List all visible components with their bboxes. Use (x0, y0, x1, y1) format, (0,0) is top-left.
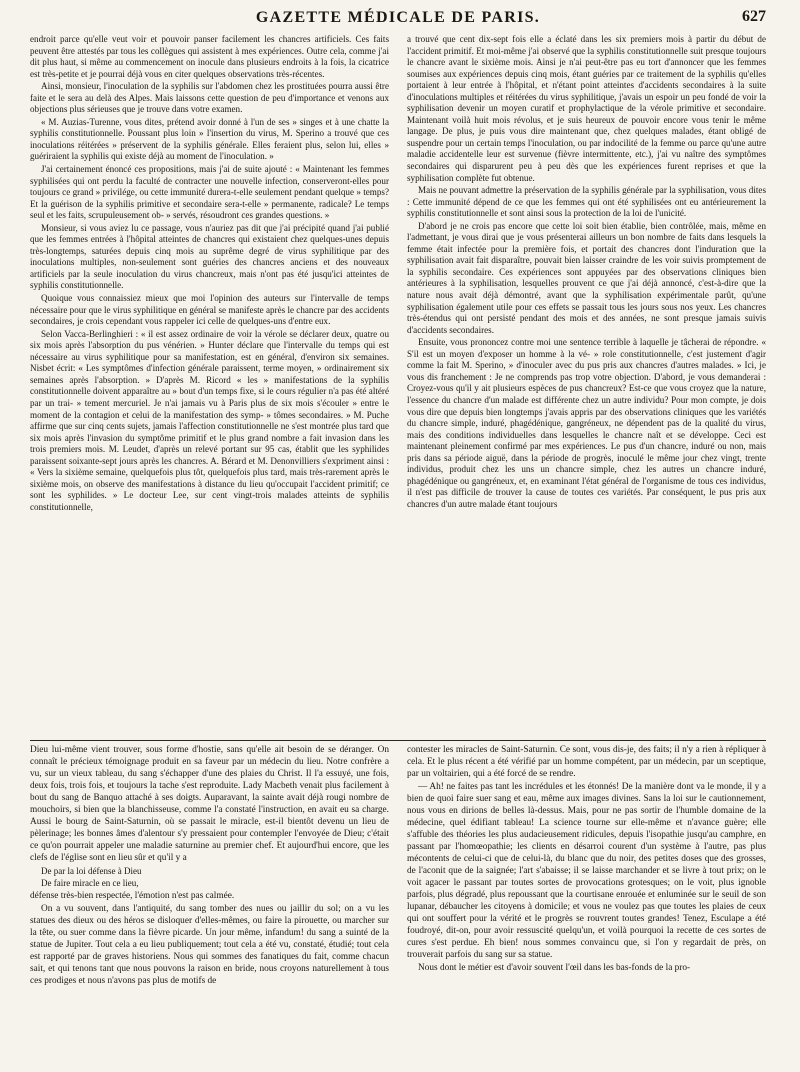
paragraph: On a vu souvent, dans l'antiquité, du sang tomber des nues ou jaillir du sol; on a vu les statues des dieux ou des héros se disloquer d'elles-mêmes, ou faire la pirouette, ou marcher sur la tête, ou suer comme dans la fièvre picarde. Un jour même, infandum! du sang a suinté de la statue de Jupiter. Tout cela a eu lieu publiquement; tout cela a été vu, constaté, étudié; tout cela est rapporté par de graves historiens. Nous qui sommes des fanatiques du fait, comme chacun sait, et qui tenons tant que nous pouvons la raison en bride, nous croyons naturellement à tous ces prodiges et nous n'avons pas plus de motifs de (30, 904, 389, 986)
paragraph: D'abord je ne crois pas encore que cette loi soit bien établie, bien contrôlée, mais, même en l'admettant, je vous dirai que je vous présenterai ailleurs un bon nombre de faits dans lesquels la femme était infectée pour la première fois, et portait des chancres dont l'induration que la syphilisation avait fait disparaître, pouvait bien laisser craindre de les voir suivis promptement de la syphilis secondaire. Ces expériences sont appuyées par des observations cliniques bien antérieures à la syphilisation, lesquelles prouvent ce que j'ai déjà annoncé, c'est-à-dire que la nature nous avait déjà démontré, avant que la syphilisation expérimentale parût, qu'une syphilisation également utile pour ces effets se passait tous les jours sous nos yeux. Les chancres très-étendus qui ont persisté pendant des mois et des années, ne sont presque jamais suivis d'accidents secondaires. (407, 220, 766, 335)
paragraph: défense très-bien respectée, l'émotion n'est pas calmée. (30, 891, 235, 902)
verse-line: De par la loi défense à Dieu (41, 865, 142, 876)
paragraph: Ensuite, vous prononcez contre moi une sentence terrible à laquelle je tâcherai de répondre. « S'il est un moyen d'exposer un homme à la vé- » role constitutionnelle, c'est justement d'agir comme la fait M. Sperino, » d'inoculer avec du pus pris aux chancres d'autres malades. » Ici, je vous dis franchement : Je ne comprends pas trop votre objection. D'abord, je vous demanderai : Croyez-vous qu'il y ait plusieurs espèces de pus chancreux? Est-ce que vous croyez que la nature, l'essence du chancre d'un malade est différente chez un autre individu? Pour mon compte, je dois vous dire que depuis bien longtemps j'avais appris par des observations cliniques que les variétés du chancre simple, induré, phagédénique, gangréneux, ne dépendent pas de la qualité du virus, mais des conditions individuelles dans lesquelles le chancre naît et se développe. Ceci est maintenant pleinement confirmé par mes expériences. Le pus d'un chancre, induré ou non, mais pris dans sa période aiguë, dans la période de progrès, inoculé le même jour chez vingt, trente individus, produit chez les uns un chancre simple, chez les autres un chancre induré, phagédénique ou gangréneux, et, en examinant l'état général de l'organisme de tous ces individus, il n'est pas difficile de trouver la cause de toutes ces variétés. Par conséquent, le pus pris aux chancres d'un autre malade étant toujours (407, 337, 766, 509)
page-header (30, 0, 766, 34)
paragraph: endroit parce qu'elle veut voir et pouvoir panser facilement les chancres artificiels. Ces faits peuvent être attestés par tous les collègues qui assistent à mes expériences. Outre cela, comme j'ai dit plus haut, si même au commencement on inocule dans plusieurs endroits à la fois, la cicatrice est très-petite et je pourrai déjà vous en citer quelques observations très-récentes. (30, 34, 389, 79)
journal-title: GAZETTE MÉDICALE DE PARIS. (255, 9, 541, 26)
paragraph: — Ah! ne faites pas tant les incrédules et les étonnés! De la manière dont va le monde, il y a bien de quoi faire suer sang et eau, même aux images divines. Sans la loi sur le cautionnement, nous vous en dirions de belles là-dessus. Mais, pour ne pas sortir de l'humble domaine de la médecine, quel édifiant tableau! La science tourne sur elle-même et n'avance guère; elle s'affuble des théories les plus audacieusement ridicules, depuis l'isopathie jusqu'au camphre, en passant par l'homœopathie; les clients en désarroi courent d'un système à l'autre, pas plus mécontents de celui-ci que de celui-là, du blanc que du noir, des petites doses que des grosses, de l'aconit que de la saignée; l'art s'abaisse; il se laisse marchander et se livre à tout prix; on le voit agacer le passant par toutes sortes de provocations grotesques; on le voit, plus ignoble parfois, plus dégradé, plus repoussant que la courtisane enrouée et enluminée sur le seuil de son lupanar, débaucher les citoyens à domicile; et vous ne voulez pas que toutes les plaies de ceux qui ont souffert pour la vérité et le progrès se rouvrent toutes grandes! Tenez, Esculape a été foudroyé, dit-on, pour avoir ressuscité quelqu'un, et voilà pourquoi la recette de ces sortes de cures s'est perdue. Eh bien! nous sommes convaincu que, si l'on y regardait de près, on trouverait parfois du sang sur sa statue. (407, 781, 766, 960)
paragraph: Mais ne pouvant admettre la préservation de la syphilis générale par la syphilisation, vous dites : Cette immunité dépend de ce que les femmes qui ont été syphilisées ont eu antérieurement la syphilis constitutionnelle et sont ainsi sous la protection de la loi de l'unicité. (407, 185, 766, 219)
main-article (30, 34, 766, 734)
paragraph: Dieu lui-même vient trouver, sous forme d'hostie, sans qu'elle ait besoin de se déranger. On connaît le précieux témoignage produit en sa faveur par un médecin du lieu. Notre confrère a vu, sur un vieux tableau, du sang s'échapper d'une des plaies du Christ. Il l'a essuyé, une fois, deux fois, trois fois, et toujours la tache s'est reproduite. Lady Macbeth venait plus facilement à bout du sang de Banquo attaché à ses doigts. Auparavant, la sainte avait déjà rougi nombre de mouchoirs, si bien que la blanchisseuse, comme l'a constaté l'instruction, en avait eu sa charge. Aussi le bourg de Saint-Saturnin, où se passait le miracle, est-il bientôt devenu un lieu de pèlerinage; les bonnes âmes d'alentour s'y pressaient pour contempler l'envoyée de Dieu; c'était ce qu'on pourrait appeler une maladie saturnine au premier chef. Et aujourd'hui encore, que les clefs de l'église sont en lieu sûr et qu'il y a (30, 745, 389, 863)
feuilleton-left-column (30, 745, 389, 1061)
paragraph: contester les miracles de Saint-Saturnin. Ce sont, vous dis-je, des faits; il n'y a rien à répliquer à cela. Et le plus récent a été vérifié par un homme compétent, par un médecin, par un sceptique, par un voltairien, qui a été forcé de se rendre. (407, 745, 766, 779)
paragraph: Selon Vacca-Berlinghieri : « il est assez ordinaire de voir la vérole se déclarer deux, quatre ou six mois après l'absorption du pus vénérien. » Hunter déclare que l'intervalle du temps qui est nécessaire au virus syphilitique pour sa manifestation, est en général, d'environ six semaines. Nisbet écrit: « Les symptômes d'infection générale paraissent, terme moyen, » ordinairement six semaines après l'absorption. » D'après M. Ricord « les » manifestations de la syphilis constitutionnelle doivent apparaître au » bout d'un temps fixe, si le cours régulier n'a pas été altéré par un trai- » tement mercuriel. Je n'ai jamais vu à Paris plus de six mois s'écouler » entre le moment de la contagion et celui de la manifestation des symp- » tômes secondaires. » M. Puche affirme que sur cinq cents sujets, jamais l'affection constitutionnelle ne s'est montrée plus tard que six mois après l'invasion du symptôme primitif et le plus grand nombre a fait invasion dans les trois premiers mois. M. Leudet, d'après un relevé portant sur 95 cas, établit que les syphilides paraissent soixante-sept jours après les chancres. A. Bérard et M. Denonvilliers s'expriment ainsi : « Vers la sixième semaine, quelquefois plus tôt, quelquefois plus tard, mais très-rarement après le sixième mois, on observe des manifestations à distance du lieu qu'occupait l'accident primitif; ce sont les syphilides. » Le docteur Lee, sur cent vingt-trois malades atteints de syphilis constitutionnelle, (30, 328, 389, 512)
paragraph: « M. Auzias-Turenne, vous dites, prétend avoir donné à l'un de ses » singes et à une chatte la syphilis constitutionnelle. Poussant plus loin » l'insertion du virus, M. Sperino a trouvé que ces inoculations réitérées » préservent de la syphilis générale. Elles feraient plus, selon lui, elles » guériraient la syphilis qui existe déjà au moment de l'inoculation. » (30, 116, 389, 162)
paragraph: Monsieur, si vous aviez lu ce passage, vous n'auriez pas dit que j'ai précipité quand j'ai publié que les femmes entrées à l'hôpital atteintes de chancres qui existaient chez quelques-unes depuis très-longtemps, saturées depuis cinq mois au suprême degré de virus syphilitique par des inoculations multiples, non-seulement sont guéries des chancres anciens et des nouveaux artificiels par la seule inoculation du virus chancreux, mais n'ont pas été jusqu'ici atteintes de syphilis constitutionnelle. (30, 222, 389, 291)
paragraph: a trouvé que cent dix-sept fois elle a éclaté dans les six premiers mois à partir du début de l'accident primitif. Et moi-même j'ai observé que la syphilis constitutionnelle suit presque toujours le chancre avant le sixième mois. Ainsi je n'ai peut-être pas eu tort d'annoncer que les femmes soumises aux expériences depuis cinq mois, étant guéries par ce traitement de la syphilis qu'elles portaient à leur entrée à l'hôpital, et n'étant point atteintes d'accidents secondaires à la suite d'inoculations multiples et réitérées du virus syphilitique, j'avais un espoir un peu fondé de voir la syphilisation devenir un moyen curatif et prophylactique de la vérole primitive et secondaire. Maintenant voilà huit mois révolus, et je suis heureux de pouvoir encore vous tenir le même langage. De plus, je puis vous dire maintenant que, chez quelques malades, étant obligé de suspendre pour un certain temps l'inoculation, ou par indocilité de la femme ou parce qu'une autre maladie accidentelle leur est survenue (fièvre intermittente, etc.), j'ai vu naître des symptômes secondaires qui disparurent peu à peu dès que les expériences furent reprises et que la syphilisation complète fut obtenue. (407, 34, 766, 183)
right-column (407, 34, 766, 734)
paragraph: Ainsi, monsieur, l'inoculation de la syphilis sur l'abdomen chez les prostituées pourra aussi être faite et le sera au delà des Alpes. Mais laissons cette question de peu d'importance et venons aux objections plus sérieuses que je trouve dans votre examen. (30, 81, 389, 115)
paragraph: Nous dont le métier est d'avoir souvent l'œil dans les bas-fonds de la pro- (418, 962, 691, 973)
left-column (30, 34, 389, 734)
page-number: 627 (742, 8, 766, 25)
verse-line: De faire miracle en ce lieu, (41, 878, 139, 889)
feuilleton-divider (30, 740, 766, 741)
paragraph: J'ai certainement énoncé ces propositions, mais j'ai de suite ajouté : « Maintenant les femmes syphilisées qui ont perdu la faculté de contracter une nouvelle infection, conserveront-elles pour toujours ce grand » privilége, ou cette immunité durera-t-elle seulement pendant quelque » temps? Et la guérison de la syphilis primitive et secondaire sera-t-elle » permanente, radicale? Le temps seul et les faits, scrupuleusement ob- » servés, résoudront ces grandes questions. » (30, 164, 389, 221)
paragraph: Quoique vous connaissiez mieux que moi l'opinion des auteurs sur l'intervalle de temps nécessaire pour que le virus syphilitique en général se manifeste après le chancre par des accidents secondaires, je crois cependant vous rappeler ici celle de quelques-uns d'entre eux. (30, 293, 389, 327)
feuilleton (30, 745, 766, 1061)
feuilleton-right-column (407, 745, 766, 1061)
